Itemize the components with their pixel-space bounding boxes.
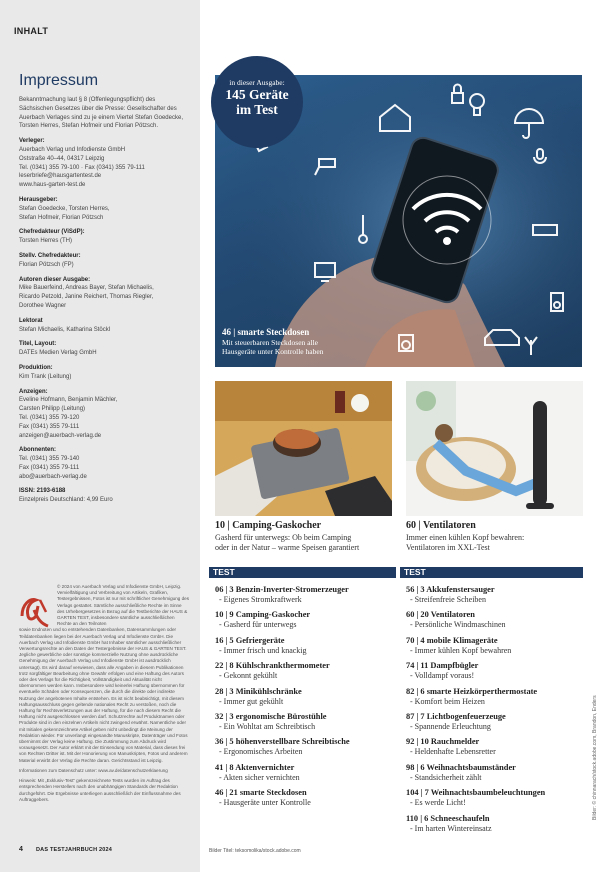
toc-left-list bbox=[215, 585, 392, 814]
toc-item[interactable] bbox=[215, 712, 392, 737]
toc-item-title: 110 | 6 Schneeschaufeln bbox=[406, 813, 490, 823]
toc-item-title: 16 | 5 Gefriergeräte bbox=[215, 635, 285, 645]
impressum-intro: Bekanntmachung laut § 8 (Offenlegungspflicht) des Sächsischen Gesetzes über die Presse: Gesellschafter des Auerbach Verlages sind zu je einem Viertel Stefan Goedecke, Torsten Herres, Stefan Hofmeir und Florian Pötzsch. bbox=[19, 97, 183, 130]
fan-photo bbox=[406, 381, 583, 516]
copyright-notice bbox=[19, 584, 189, 803]
impressum-block-label: Produktion: bbox=[19, 364, 53, 371]
impressum-block-line: Tel. (0341) 355 79-120 bbox=[19, 414, 80, 421]
toc-item-title: 28 | 3 Minikühlschränke bbox=[215, 686, 302, 696]
badge-line-2: im Test bbox=[236, 102, 278, 117]
toc-item[interactable] bbox=[406, 712, 583, 737]
toc-item-title: 36 | 5 höhenverstellbare Schreibtische bbox=[215, 737, 350, 747]
toc-item-description: - Gekonnt gekühlt bbox=[219, 671, 278, 681]
badge-intro: in dieser Ausgabe: bbox=[229, 78, 285, 87]
toc-item-description: - Immer kühlen Kopf bewahren bbox=[410, 645, 512, 655]
toc-item-description: - Hausgeräte unter Kontrolle bbox=[219, 798, 311, 808]
toc-item-description: - Persönliche Windmaschinen bbox=[410, 620, 506, 630]
impressum-block-label: Lektorat bbox=[19, 317, 43, 324]
impressum-block bbox=[19, 228, 189, 246]
impressum-block-line: Torsten Herres (TH) bbox=[19, 238, 73, 245]
toc-item-description: - Eigenes Stromkraftwerk bbox=[219, 595, 302, 604]
impressum-block bbox=[19, 388, 189, 441]
toc-item-title: 56 | 3 Akkufenstersauger bbox=[406, 585, 495, 594]
impressum-block-label: ISSN: 2193-6188 bbox=[19, 488, 66, 495]
toc-item-description: - Es werde Licht! bbox=[410, 798, 466, 808]
toc-item-title: 06 | 3 Benzin-Inverter-Stromerzeuger bbox=[215, 585, 349, 594]
impressum-block-line: Stefan Michaelis, Katharina Stöckl bbox=[19, 326, 111, 333]
impressum-block-line: Eveline Hofmann, Benjamin Mächler, bbox=[19, 397, 118, 404]
impressum-block bbox=[19, 276, 189, 311]
impressum-block-line: Florian Pötzsch (FP) bbox=[19, 261, 74, 268]
impressum-block-line: Stefan Hofmeir, Florian Pötzsch bbox=[19, 214, 104, 221]
impressum-block-line: Dorothee Wagner bbox=[19, 302, 67, 309]
impressum-block-line: Mike Bauerfeind, Andreas Bayer, Stefan Michaelis, bbox=[19, 285, 154, 292]
toc-item-title: 74 | 11 Dampfbügler bbox=[406, 661, 479, 671]
toc-item[interactable] bbox=[215, 687, 392, 712]
impressum-block-label: Verleger: bbox=[19, 138, 45, 145]
feature-camping bbox=[215, 520, 400, 553]
toc-item[interactable] bbox=[406, 814, 583, 839]
impressum-block bbox=[19, 196, 189, 222]
impressum-block bbox=[19, 317, 189, 335]
feature-fans bbox=[406, 520, 591, 553]
impressum-block bbox=[19, 252, 189, 270]
impressum-title: Impressum bbox=[19, 72, 99, 89]
toc-item-description: - Spannende Erleuchtung bbox=[410, 721, 491, 731]
toc-item-description: - Standsicherheit zählt bbox=[410, 772, 482, 782]
toc-item[interactable] bbox=[215, 737, 392, 762]
toc-item-description: - Ein Wohltat am Schreibtisch bbox=[219, 721, 316, 731]
impressum-block-line[interactable]: anzeigen@auerbach-verlag.de bbox=[19, 432, 102, 439]
toc-item[interactable] bbox=[215, 763, 392, 788]
impressum-block-line: Stefan Goedecke, Torsten Herres, bbox=[19, 205, 110, 212]
impressum-block-label: Anzeigen: bbox=[19, 388, 48, 395]
hinweis-note: Hinweis: Mit „Exklusiv-Test“ gekennzeichnete Tests wurden im Auftrag des entsprechenden Herstellers nach den unabhängigen Standards der Redaktion durchgeführt. Die Ergebnisse unterliegen ausschließlich der Einflussnahme des Auftraggebers. bbox=[19, 778, 181, 802]
toc-item-description: - Gasherd für unterwegs bbox=[219, 620, 297, 630]
impressum-block-line[interactable]: abo@auerbach-verlag.de bbox=[19, 473, 87, 480]
impressum-block bbox=[19, 487, 189, 505]
toc-item-title: 70 | 4 mobile Klimageräte bbox=[406, 635, 498, 645]
section-label: INHALT bbox=[14, 26, 49, 36]
impressum-block-line: DATEs Medien Verlag GmbH bbox=[19, 350, 97, 357]
impressum-block-line: Fax (0341) 355 79-111 bbox=[19, 464, 80, 471]
copyright-top: © 2024 von Auerbach Verlag und Infodienste GmbH, Leipzig. Vervielfältigung und Verbreitung von Artikeln, Grafiken, Testergebnissen, Fotos ist nur mit schriftlicher Genehmigung des Verlags gestattet. Sämtliche ausschließliche Rechte im Sinne des Urhebergesetzes in Bezug auf die Testberichte der HAUS & GARTEN TEST, insbesondere sämtliche ausschließlichen Rechte an den Teilnoten bbox=[57, 584, 190, 627]
toc-item-title: 92 | 10 Rauchmelder bbox=[406, 737, 480, 747]
badge-line-1: 145 Geräte bbox=[225, 87, 289, 102]
datenschutz-note: Informationen zum Datenschutz unter: www.av.de/datenschutzerklaerung bbox=[19, 767, 168, 773]
toc-item[interactable] bbox=[406, 763, 583, 788]
impressum-body bbox=[19, 96, 189, 511]
camping-stove-photo bbox=[215, 381, 392, 516]
toc-item-description: - Akten sicher vernichten bbox=[219, 772, 300, 782]
toc-item-title: 22 | 8 Kühlschrankthermometer bbox=[215, 661, 330, 671]
copyright-rest: sowie Endnoten und so entstehenden Datenbanken, Datensammlungen oder Teildatenbanken liegen bei der Auerbach Verlag und Infodienste GmbH. Die Auerbach Verlag und Infodienste GmbH hat Inhaber sämtlicher ausschließlicher Verwertungsrechte an den Daten der Testergebnisse der HAUS & GARTEN TEST. Jegliche gewerbliche oder sonstige kommerzielle Nutzung ohne ausdrückliche Genehmigung der Auerbach Verlag und Infodienste GmbH ist ausdrücklich untersagt). Es wird darauf verwiesen, dass alle Angaben in diesem Publikationen trotz sorgfältiger Bearbeitung ohne Gewähr erfolgen und eine Haftung des Autors oder des Verlags für die Richtigkeit, Vollständigkeit und Aktualität nicht übernommen werden kann. Insbesondere wird keinerlei Haftung übernommen für eventuelle Schäden oder Konsequenzen, die durch die direkte oder indirekte Nutzung der angebotenen Inhalte entstehen. Es ist nicht beabsichtigt, mit diesem Haftungsausschluss gegen geltende nationales Recht zu verstoßen, noch die Haftung für Rechtsverletzungen aus der Haftung, für die nach diesem Recht die Haftung nicht ausgeschlossen werden darf. Schutzrechte auf Produktnamen oder Produkte sind in den einzelnen Artikeln nicht zwingend erwähnt. Namentliche oder mit Initialen gekennzeichnete Artikel geben nicht unbedingt die Meinung der Redaktion wieder. Für unverlangt eingesandte Manuskripte, Datenträger und Fotos übernimmt der Verlag keine Haftung. Die Zustimmung zum Abdruck wird vorausgesetzt. Der Autor erklärt mit der Einsendung von Material, dass dieses frei von Rechten Dritter ist. Mit der Honorierung von Manuskripten, Fotos und anderem Material erwirbt der Verlag die Rechte daran. Gerichtsstand ist Leipzig. bbox=[19, 627, 188, 763]
toc-item-description: - Im harten Wintereinsatz bbox=[410, 823, 492, 833]
hero-caption bbox=[222, 327, 422, 356]
toc-item[interactable] bbox=[406, 661, 583, 686]
impressum-block-line: Kim Trank (Leitung) bbox=[19, 373, 72, 380]
feature-title: 60 | Ventilatoren bbox=[406, 520, 476, 531]
impressum-block-line: Carsten Philipp (Leitung) bbox=[19, 406, 86, 413]
toc-item-title: 10 | 9 Camping-Gaskocher bbox=[215, 610, 311, 620]
impressum-block-label: Stellv. Chefredakteur: bbox=[19, 252, 81, 259]
impressum-block-line: Tel. (0341) 355 79-140 bbox=[19, 456, 80, 463]
impressum-block-label: Chefredakteur (ViSdP): bbox=[19, 229, 85, 236]
toc-item-description: - Volldampf voraus! bbox=[410, 671, 475, 681]
toc-item[interactable] bbox=[406, 737, 583, 762]
toc-item-description: - Immer frisch und knackig bbox=[219, 645, 307, 655]
toc-item-title: 41 | 8 Aktenvernichter bbox=[215, 762, 295, 772]
badge-count bbox=[211, 87, 303, 117]
impressum-block-line: Auerbach Verlag und Infodienste GmbH bbox=[19, 146, 126, 153]
toc-item-title: 98 | 6 Weihnachtsbaumständer bbox=[406, 762, 516, 772]
toc-item[interactable] bbox=[215, 610, 392, 635]
hero-subtitle: Mit steuerbaren Steckdosen alle Hausgeräte unter Kontrolle haben bbox=[222, 338, 324, 356]
toc-item-title: 82 | 6 smarte Heizkörperthermostate bbox=[406, 686, 538, 696]
feature-subtitle: Immer einen kühlen Kopf bewahren: Ventilatoren im XXL-Test bbox=[406, 533, 525, 552]
toc-item[interactable] bbox=[215, 636, 392, 661]
hero-title: 46 | smarte Steckdosen bbox=[222, 327, 310, 337]
toc-item[interactable] bbox=[406, 788, 583, 813]
toc-right-header: TEST bbox=[400, 567, 583, 578]
toc-item-description: - Heldenhafte Lebensretter bbox=[410, 747, 496, 757]
issue-badge bbox=[211, 56, 303, 148]
toc-item-title: 60 | 20 Ventilatoren bbox=[406, 610, 475, 620]
side-image-credit: Bilder: © chinnarach/stock.adobe.com, Brandon, Enders bbox=[592, 695, 598, 820]
impressum-block-line[interactable]: www.haus-garten-test.de bbox=[19, 182, 86, 189]
toc-item[interactable] bbox=[215, 788, 392, 813]
toc-item-title: 46 | 21 smarte Steckdosen bbox=[215, 788, 307, 798]
impressum-block-label: Abonnenten: bbox=[19, 447, 56, 454]
toc-item[interactable] bbox=[406, 585, 583, 610]
toc-item[interactable] bbox=[406, 687, 583, 712]
toc-item-description: - Komfort beim Heizen bbox=[410, 696, 485, 706]
impressum-block bbox=[19, 364, 189, 382]
toc-left-header: TEST bbox=[209, 567, 396, 578]
page-number: 4 bbox=[19, 846, 23, 853]
toc-item[interactable] bbox=[406, 636, 583, 661]
impressum-block bbox=[19, 340, 189, 358]
impressum-block bbox=[19, 446, 189, 481]
impressum-block-line[interactable]: leserbriefe@hausgartentest.de bbox=[19, 173, 102, 180]
impressum-block-label: Herausgeber: bbox=[19, 196, 58, 203]
impressum-blocks bbox=[19, 137, 189, 505]
toc-item[interactable] bbox=[406, 610, 583, 635]
feature-subtitle: Gasherd für unterwegs: Ob beim Camping oder in der Natur – warme Speisen garantiert bbox=[215, 533, 360, 552]
impressum-block-label: Autoren dieser Ausgabe: bbox=[19, 276, 91, 283]
impressum-block-line: Fax (0341) 355 79-111 bbox=[19, 423, 80, 430]
impressum-block-line: Oststraße 40–44, 04317 Leipzig bbox=[19, 155, 105, 162]
toc-item-title: 87 | 7 Lichtbogenfeuerzeuge bbox=[406, 711, 506, 721]
impressum-block-line: Einzelpreis Deutschland: 4,99 Euro bbox=[19, 497, 113, 504]
impressum-block-line: Ricardo Petzold, Janine Reichert, Thomas Riegler, bbox=[19, 294, 154, 301]
toc-item[interactable] bbox=[215, 661, 392, 686]
toc-item-title: 104 | 7 Weihnachtsbaumbeleuchtungen bbox=[406, 788, 546, 798]
toc-item-description: - Ergonomisches Arbeiten bbox=[219, 747, 303, 757]
impressum-block-line: Tel. (0341) 355 79-100 · Fax (0341) 355 79-111 bbox=[19, 164, 145, 171]
impressum-block bbox=[19, 137, 189, 190]
impressum-block-label: Titel, Layout: bbox=[19, 341, 57, 348]
toc-item[interactable] bbox=[215, 585, 392, 610]
image-credit: Bilder Titel: teksomolika/stock.adobe.com bbox=[209, 848, 301, 854]
publication-name: DAS TESTJAHRBUCH 2024 bbox=[36, 847, 113, 853]
toc-item-description: - Immer gut gekühlt bbox=[219, 696, 284, 706]
feature-title: 10 | Camping-Gaskocher bbox=[215, 520, 322, 531]
toc-item-title: 32 | 3 ergonomische Bürostühle bbox=[215, 711, 327, 721]
toc-item-description: - Streifenfreie Scheiben bbox=[410, 595, 486, 604]
toc-right-list bbox=[406, 585, 583, 839]
